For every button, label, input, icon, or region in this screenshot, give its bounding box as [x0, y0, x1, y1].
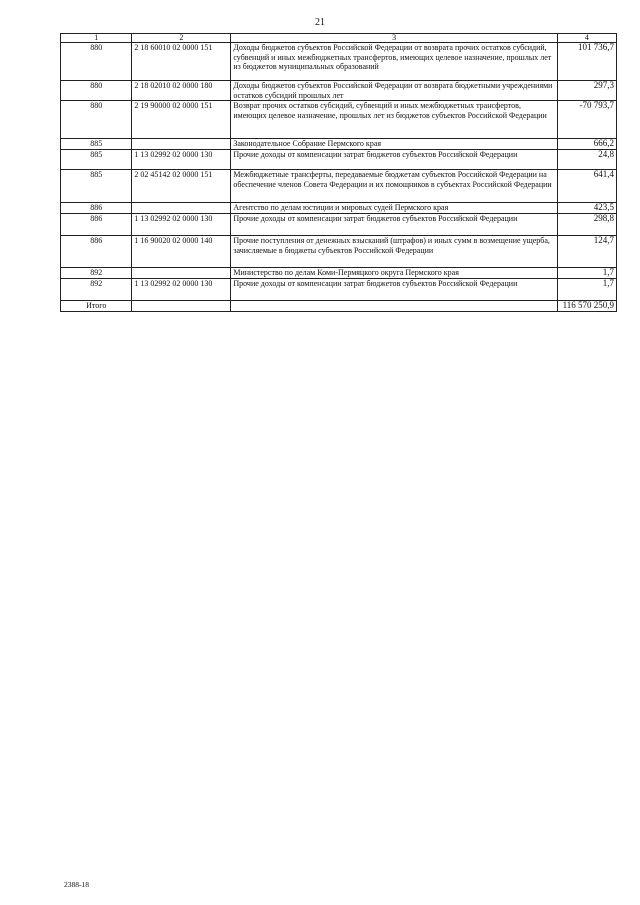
table-row [61, 268, 617, 279]
revenue-name-cell: Доходы бюджетов субъектов Российской Федерации от возврата прочих остатков субсидий, субвенций и иных межбюджетных трансфертов, имеющих целевое назначение, прошлых лет из бюджетов муниципальных образований [231, 43, 557, 81]
amount-cell: 24,8 [557, 150, 616, 170]
page-number: 21 [315, 17, 325, 28]
amount-cell: 1,7 [557, 268, 616, 279]
admin-code-cell: 886 [61, 236, 132, 268]
total-amount: 116 570 250,9 [557, 301, 616, 312]
revenue-name-cell: Прочие доходы от компенсации затрат бюджетов субъектов Российской Федерации [231, 214, 557, 236]
kbk-cell [132, 203, 231, 214]
admin-code-cell: 880 [61, 101, 132, 139]
total-label: Итого [61, 301, 132, 312]
table-row [61, 279, 617, 301]
table-header-row [61, 34, 617, 43]
kbk-cell: 2 19 90000 02 0000 151 [132, 101, 231, 139]
table-row [61, 150, 617, 170]
revenue-name-cell: Прочие доходы от компенсации затрат бюджетов субъектов Российской Федерации [231, 150, 557, 170]
admin-code-cell: 885 [61, 170, 132, 203]
revenue-name-cell: Прочие поступления от денежных взысканий (штрафов) и иных сумм в возмещение ущерба, зачисляемые в бюджеты субъектов Российской Федерации [231, 236, 557, 268]
administrator-name-cell: Агентство по делам юстиции и мировых судей Пермского края [231, 203, 557, 214]
kbk-cell: 2 18 60010 02 0000 151 [132, 43, 231, 81]
admin-code-cell: 880 [61, 43, 132, 81]
kbk-cell [132, 139, 231, 150]
kbk-cell [132, 268, 231, 279]
admin-code-cell: 892 [61, 268, 132, 279]
header-col-1: 1 [61, 34, 132, 43]
total-empty-cell [231, 301, 557, 312]
amount-cell: 298,8 [557, 214, 616, 236]
kbk-cell: 2 02 45142 02 0000 151 [132, 170, 231, 203]
total-empty-cell [132, 301, 231, 312]
revenue-name-cell: Доходы бюджетов субъектов Российской Федерации от возврата бюджетными учреждениями остатков субсидий прошлых лет [231, 81, 557, 101]
revenue-name-cell: Межбюджетные трансферты, передаваемые бюджетам субъектов Российской Федерации на обеспечение членов Совета Федерации и их помощников в субъектах Российской Федерации [231, 170, 557, 203]
kbk-cell: 2 18 02010 02 0000 180 [132, 81, 231, 101]
amount-cell: 1,7 [557, 279, 616, 301]
amount-cell: 666,2 [557, 139, 616, 150]
header-col-2: 2 [132, 34, 231, 43]
admin-code-cell: 892 [61, 279, 132, 301]
table-row [61, 236, 617, 268]
admin-code-cell: 885 [61, 150, 132, 170]
revenue-table [60, 33, 617, 312]
admin-code-cell: 886 [61, 214, 132, 236]
admin-code-cell: 886 [61, 203, 132, 214]
table-body [61, 34, 617, 312]
kbk-cell: 1 13 02992 02 0000 130 [132, 214, 231, 236]
administrator-name-cell: Законодательное Собрание Пермского края [231, 139, 557, 150]
amount-cell: 641,4 [557, 170, 616, 203]
table-row [61, 43, 617, 81]
amount-cell: 423,5 [557, 203, 616, 214]
kbk-cell: 1 13 02992 02 0000 130 [132, 279, 231, 301]
amount-cell: 101 736,7 [557, 43, 616, 81]
amount-cell: 124,7 [557, 236, 616, 268]
total-row [61, 301, 617, 312]
kbk-cell: 1 16 90020 02 0000 140 [132, 236, 231, 268]
table-row [61, 139, 617, 150]
document-code: 2388-18 [64, 880, 89, 889]
header-col-3: 3 [231, 34, 557, 43]
table-row [61, 81, 617, 101]
header-col-4: 4 [557, 34, 616, 43]
revenue-name-cell: Возврат прочих остатков субсидий, субвенций и иных межбюджетных трансфертов, имеющих целевое назначение, прошлых лет из бюджетов субъектов Российской Федерации [231, 101, 557, 139]
revenue-name-cell: Прочие доходы от компенсации затрат бюджетов субъектов Российской Федерации [231, 279, 557, 301]
table-row [61, 101, 617, 139]
amount-cell: 297,3 [557, 81, 616, 101]
amount-cell: -70 793,7 [557, 101, 616, 139]
administrator-name-cell: Министерство по делам Коми-Пермяцкого округа Пермского края [231, 268, 557, 279]
table-row [61, 203, 617, 214]
table-row [61, 170, 617, 203]
kbk-cell: 1 13 02992 02 0000 130 [132, 150, 231, 170]
admin-code-cell: 880 [61, 81, 132, 101]
admin-code-cell: 885 [61, 139, 132, 150]
table-row [61, 214, 617, 236]
